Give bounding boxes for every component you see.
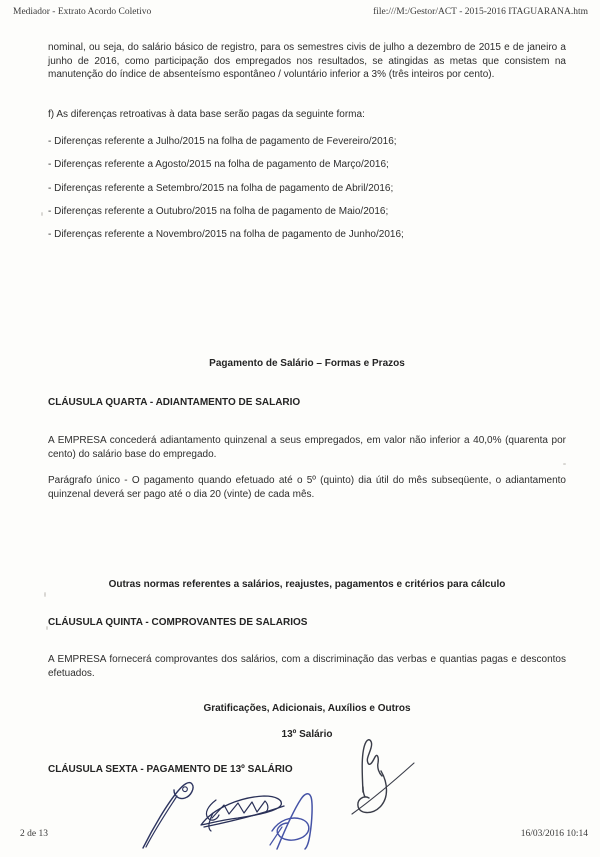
scan-speck: [46, 626, 48, 630]
section-subtitle-13-salario: 13º Salário: [281, 729, 333, 740]
signature-middle-stroke: [206, 800, 219, 831]
payment-schedule-item: - Diferenças referente a Novembro/2015 na folha de pagamento de Junho/2016;: [48, 229, 404, 241]
signature-middle-stroke: [204, 806, 284, 827]
signature-left: [143, 783, 193, 848]
signature-blue: [270, 794, 312, 849]
section-title-pagamento: Pagamento de Salário – Formas e Prazos: [209, 358, 405, 369]
signature-middle-stroke: [201, 796, 281, 825]
signature-blue-stroke: [270, 827, 282, 845]
clausula-quarta-text: A EMPRESA concederá adiantamento quinzenal a seus empregados, em valor não inferior a 40,0% (quarenta por cento) do salário base do empregado.: [48, 435, 566, 460]
print-header-title: Mediador - Extrato Acordo Coletivo: [13, 7, 152, 17]
clausula-quarta-paragrafo-unico: Parágrafo único - O pagamento quando efetuado até o 5º (quinto) dia útil do mês subseqüente, o adiantamento quinzenal deverá ser pago até o dia 20 (vinte) de cada mês.: [48, 475, 566, 500]
signature-left-stroke: [146, 796, 177, 847]
item-f-line: f) As diferenças retroativas à data base serão pagas da seguinte forma:: [48, 109, 365, 120]
signature-right-stroke: [363, 787, 365, 797]
payment-schedule-item: - Diferenças referente a Setembro/2015 na folha de pagamento de Abril/2016;: [48, 182, 394, 194]
signature-left-stroke: [183, 787, 188, 792]
scan-speck: [41, 212, 43, 216]
signature-right-stroke: [358, 771, 387, 813]
section-title-gratificacoes: Gratificações, Adicionais, Auxílios e Outros: [203, 703, 411, 714]
payment-schedule-item: - Diferenças referente a Agosto/2015 na folha de pagamento de Março/2016;: [48, 159, 389, 171]
payment-schedule-item: - Diferenças referente a Julho/2015 na folha de pagamento de Fevereiro/2016;: [48, 136, 397, 147]
print-header-file-url: file:///M:/Gestor/ACT - 2015-2016 ITAGUARANA.htm: [373, 7, 588, 17]
intro-paragraph: nominal, ou seja, do salário básico de registro, para os semestres civis de julho a dezembro de 2015 e de janeiro a junho de 2016, como participação dos empregados nos resultados, se atingidas as metas que consistem na manutenção do índice de absenteísmo espontâneo / voluntário inferior a 3% (três inteiros por cento).: [48, 42, 566, 81]
scan-speck: [563, 463, 566, 465]
print-timestamp: 16/03/2016 10:14: [520, 829, 588, 839]
section-title-outras-normas: Outras normas referentes a salários, reajustes, pagamentos e critérios para cálculo: [108, 579, 506, 590]
signature-blue-stroke: [272, 818, 309, 840]
clausula-quinta-text: A EMPRESA fornecerá comprovantes dos salários, com a discriminação das verbas e quantias pagas e descontos efetuados.: [48, 654, 566, 679]
payment-schedule-list: [48, 135, 566, 251]
signature-left-stroke: [143, 783, 193, 848]
signature-blue-stroke: [277, 794, 312, 849]
signature-middle-stroke: [212, 801, 268, 818]
signature-middle: [201, 796, 284, 831]
signature-right: [352, 740, 414, 814]
clausula-quinta-heading: CLÁUSULA QUINTA - COMPROVANTES DE SALARIOS: [48, 617, 308, 628]
page-number: 2 de 13: [20, 829, 48, 839]
payment-schedule-item: - Diferenças referente a Outubro/2015 na folha de pagamento de Maio/2016;: [48, 205, 389, 217]
clausula-sexta-heading: CLÁUSULA SEXTA - PAGAMENTO DE 13º SALÁRIO: [48, 764, 293, 775]
scan-speck: [44, 592, 46, 597]
clausula-quarta-heading: CLÁUSULA QUARTA - ADIANTAMENTO DE SALARIO: [48, 397, 301, 408]
